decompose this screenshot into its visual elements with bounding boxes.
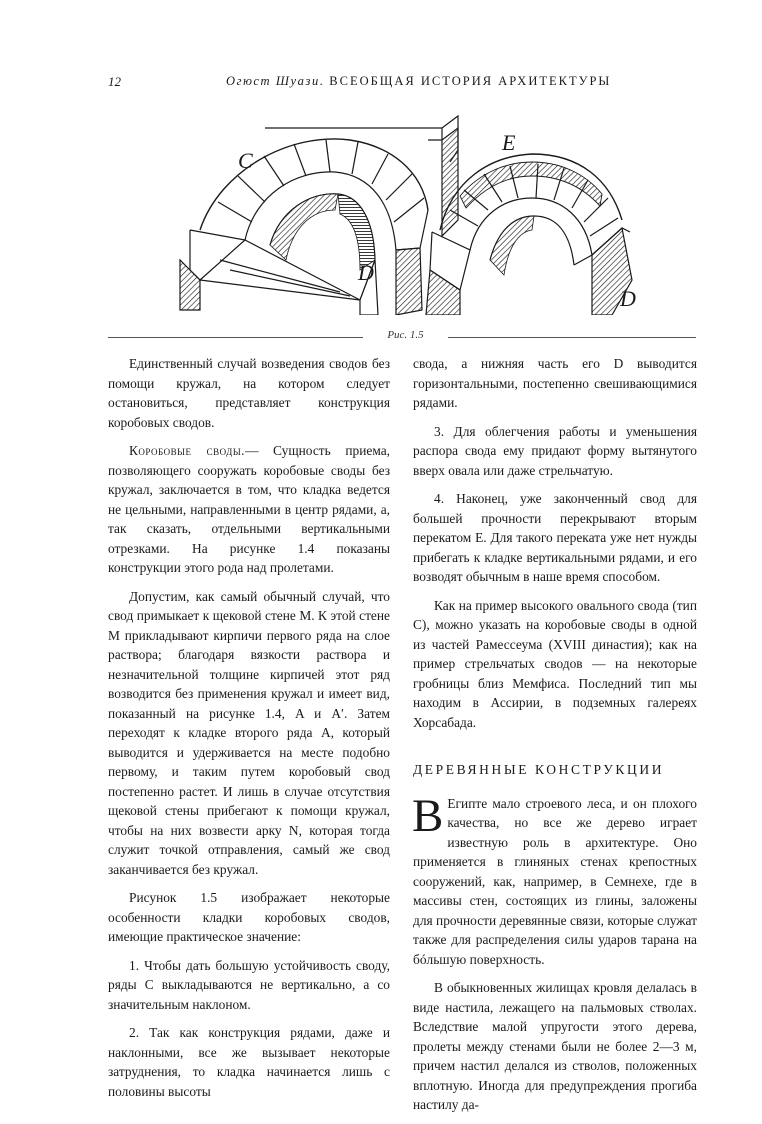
paragraph: 3. Для облегчения работы и уменьшения распора свода ему придают форму вытянутого вверх овала или даже стрельчатую. <box>413 423 697 478</box>
running-title-author: Огюст Шуази. <box>226 74 325 88</box>
drop-cap: В <box>412 789 444 842</box>
paragraph-dropcap <box>412 789 697 970</box>
figure-label-c: C <box>238 148 253 173</box>
right-column <box>413 354 697 1124</box>
caption-rule-left <box>108 337 363 338</box>
left-vault-drawing <box>180 116 458 315</box>
figure-illustration <box>160 110 640 315</box>
running-head <box>108 74 696 92</box>
paragraph: 2. Так как конструкция рядами, даже и наклонными, все же вызывает некоторые затруднения, то кладка начинается лишь с половины высоты <box>108 1025 390 1099</box>
figure-label-d-right: D <box>620 286 636 311</box>
paragraph-continued: свода, а нижняя часть его D выводится горизонтальными, постепенно свешивающимися рядами. <box>413 356 697 410</box>
page-number: 12 <box>108 74 121 89</box>
running-title-book: ВСЕОБЩАЯ ИСТОРИЯ АРХИТЕКТУРЫ <box>329 74 612 88</box>
caption-rule-right <box>448 337 696 338</box>
paragraph: В обыкновенных жилищах кровля делалась в виде настила, лежащего на пальмовых стволах. Вследствие малой упругости этого дерева, пролеты между стенами были не более 2—3 м, причем настил делался из стволов, положенных вплотную. Иногда для предупреждения прогиба настилу да- <box>413 980 697 1112</box>
paragraph: Как на пример высокого овального свода (тип C), можно указать на коробовые своды в одной из частей Рамессеума (XVIII династия); как на пример стрельчатых сводов — на некоторые гробницы близ Мемфиса. Последний тип мы находим в Ассирии, в подземных галереях Хорсабада. <box>413 597 697 730</box>
paragraph: Единственный случай возведения сводов без помощи кружал, на котором следует остановиться, представляет конструкция коробовых сводов. <box>108 356 390 430</box>
paragraph: Допустим, как самый обычный случай, что свод примыкает к щековой стене M. К этой стене M прикладывают кирпичи первого ряда на слое раствора; благодаря вязкости раствора и незначительной толщине кирпичей этот ряд возводится без применения кружал и имеет вид, показанный на рисунке 1.4, A и A′. Затем переходят к кладке второго ряда A, который выводится и удерживается на месте подобно первому, и таким путем коробовый свод постепенно растет. И лишь в случае отсутствия щековой стены прибегают к помощи кружал, чтобы на них возвести арку N, которая тогда служит точкой отправления, самый же свод заканчивается без кружал. <box>108 588 390 877</box>
section-heading: ДЕРЕВЯННЫЕ КОНСТРУКЦИИ <box>413 762 665 777</box>
figure-caption-row <box>108 329 696 345</box>
figure-vault-drawings <box>160 110 640 315</box>
paragraph-box-vaults <box>108 441 390 578</box>
figure-caption: Рис. 1.5 <box>387 329 424 341</box>
running-title <box>226 74 611 89</box>
left-column <box>108 354 390 1110</box>
paragraph-text: Египте мало строевого леса, и он плохого качества, но все же дерево играет известную роль в архитектуре. Оно применяется в глиняных стенах крепостных сооружений, как, например, в Семнехе, где в массивы стен, состоящих из глины, заложены для прочности деревянные связи, которые служат также для распределения силы ударов тарана на бóльшую поверхность. <box>413 795 697 967</box>
run-in-heading: Коробовые своды. <box>129 443 246 458</box>
figure-label-d-left: D <box>358 260 374 285</box>
paragraph: 4. Наконец, уже законченный свод для большей прочности перекрывают вторым перекатом E. Для такого переката уже нет нужды прибегать к кладке вертикальными рядами, и его возводят обычным в наше время способом. <box>413 491 697 584</box>
paragraph: 1. Чтобы дать большую устойчивость своду, ряды C выкладываются не вертикально, а со значительным наклоном. <box>108 957 390 1012</box>
paragraph: Рисунок 1.5 изображает некоторые особенности кладки коробовых сводов, имеющие практическое значение: <box>108 890 390 944</box>
figure-label-e: E <box>502 130 516 155</box>
paragraph-text: — Сущность приема, позволяющего сооружать коробовые своды без кружал, заключается в том, что кладка ведется не цельными, направленными в центр рядами, а, так сказать, отдельными вертикальными отрезками. На рисунке 1.4 показаны конструкции этого рода над пролетами. <box>108 443 390 575</box>
